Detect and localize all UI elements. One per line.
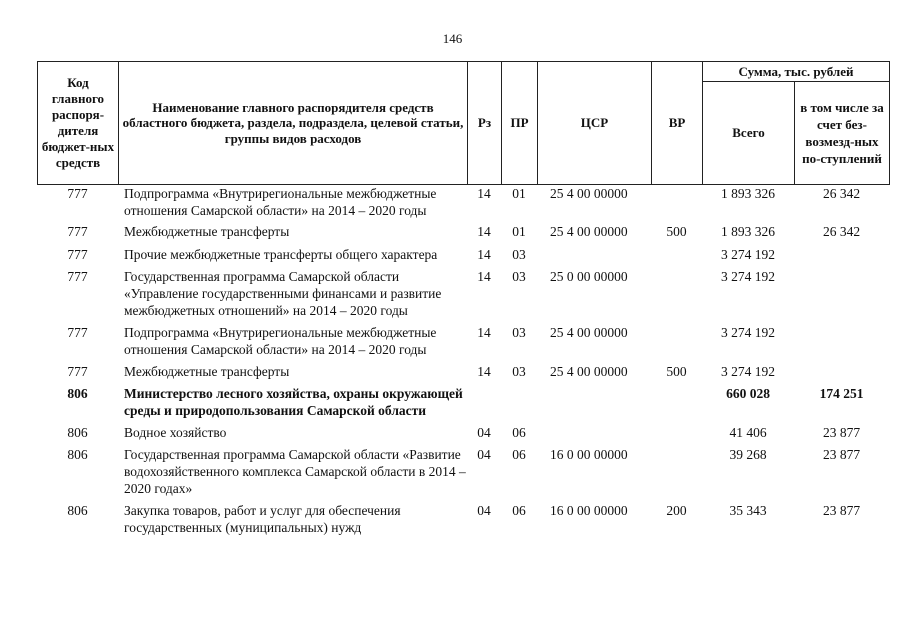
row-total: 3 274 192 [721, 247, 775, 262]
row-total: 41 406 [729, 425, 767, 440]
row-pr: 03 [512, 269, 526, 284]
row-csr: 25 0 00 00000 [550, 269, 628, 284]
row-pr: 06 [512, 447, 526, 462]
row-total: 3 274 192 [721, 269, 775, 284]
budget-table [37, 185, 889, 541]
row-name: Государственная программа Самарской области «Развитие водохозяйственного комплекса Самарской области в 2014 – 2020 годах» [124, 447, 466, 496]
row-csr: 25 4 00 00000 [550, 224, 628, 239]
row-free: 23 877 [822, 425, 861, 440]
row-code: 777 [67, 364, 88, 379]
row-rz: 14 [477, 247, 491, 262]
row-total: 39 268 [729, 447, 767, 462]
header-free: в том числе за счет без-возмезд-ных по-ступлений [795, 82, 890, 185]
row-rz: 04 [477, 425, 491, 440]
table-row [37, 385, 889, 424]
header-sum-group: Сумма, тыс. рублей [703, 62, 890, 82]
row-vr [651, 246, 702, 268]
table-row [37, 268, 889, 324]
row-rz: 14 [477, 224, 491, 239]
header-total: Всего [703, 82, 795, 185]
row-code: 777 [67, 325, 88, 340]
row-rz: 14 [477, 364, 491, 379]
row-csr [537, 385, 651, 424]
header-pr: ПР [502, 62, 538, 185]
page-number: 146 [442, 31, 463, 46]
table-row [37, 502, 889, 541]
row-free: 174 251 [819, 386, 864, 401]
row-rz: 04 [477, 503, 491, 518]
row-pr: 06 [512, 503, 526, 518]
row-rz: 04 [477, 447, 491, 462]
row-csr [537, 424, 651, 446]
row-vr [651, 324, 702, 363]
row-code: 806 [67, 425, 88, 440]
row-vr [651, 385, 702, 424]
row-code: 777 [67, 269, 88, 284]
table-row [37, 424, 889, 446]
row-code: 777 [67, 247, 88, 262]
row-csr: 16 0 00 00000 [550, 503, 628, 518]
row-name: Государственная программа Самарской области «Управление государственными финансами и развитие межбюджетных отношений» на 2014 – 2020 годы [124, 269, 442, 318]
row-pr: 03 [512, 247, 526, 262]
row-total: 3 274 192 [721, 364, 775, 379]
row-name: Прочие межбюджетные трансферты общего характера [124, 247, 438, 262]
row-total: 1 893 326 [721, 224, 775, 239]
row-csr: 25 4 00 00000 [550, 186, 628, 201]
header-rz: Рз [468, 62, 502, 185]
table-body [37, 185, 889, 541]
header-code: Код главного распоря-дителя бюджет-ных средств [38, 62, 119, 185]
header-vr: ВР [652, 62, 703, 185]
row-total: 660 028 [726, 386, 770, 401]
table-row [37, 446, 889, 502]
row-vr [651, 268, 702, 324]
row-pr: 06 [512, 425, 526, 440]
header-name: Наименование главного распорядителя средств областного бюджета, раздела, подраздела, целевой статьи, группы видов расходов [119, 62, 468, 185]
row-pr: 01 [512, 224, 526, 239]
row-vr [651, 185, 702, 223]
row-name: Межбюджетные трансферты [124, 364, 290, 379]
table-row [37, 363, 889, 385]
row-free: 26 342 [822, 224, 861, 239]
row-vr: 500 [666, 364, 687, 379]
row-code: 777 [67, 186, 88, 201]
row-code: 806 [67, 503, 88, 518]
row-free [794, 324, 889, 363]
row-rz: 14 [477, 325, 491, 340]
row-free: 23 877 [822, 447, 861, 462]
table-row [37, 324, 889, 363]
row-rz [467, 385, 501, 424]
row-free [794, 246, 889, 268]
row-total: 1 893 326 [721, 186, 775, 201]
row-csr: 25 4 00 00000 [550, 364, 628, 379]
row-name: Межбюджетные трансферты [124, 224, 290, 239]
row-name: Закупка товаров, работ и услуг для обеспечения государственных (муниципальных) нужд [124, 503, 401, 535]
row-free: 23 877 [822, 503, 861, 518]
table-row [37, 246, 889, 268]
row-free [794, 268, 889, 324]
header-csr: ЦСР [538, 62, 652, 185]
row-pr: 01 [512, 186, 526, 201]
row-pr: 03 [512, 364, 526, 379]
table-row [37, 223, 889, 246]
table-header [37, 61, 890, 185]
row-free [794, 363, 889, 385]
row-rz: 14 [477, 269, 491, 284]
row-csr: 16 0 00 00000 [550, 447, 628, 462]
row-name: Министерство лесного хозяйства, охраны окружающей среды и природопользования Самарской области [124, 386, 463, 418]
row-vr: 500 [666, 224, 687, 239]
row-total: 3 274 192 [721, 325, 775, 340]
row-csr [537, 246, 651, 268]
row-name: Водное хозяйство [124, 425, 227, 440]
row-csr: 25 4 00 00000 [550, 325, 628, 340]
row-pr: 03 [512, 325, 526, 340]
row-name: Подпрограмма «Внутрирегиональные межбюджетные отношения Самарской области» на 2014 – 2020 годы [124, 325, 437, 357]
row-rz: 14 [477, 186, 491, 201]
row-pr [501, 385, 537, 424]
table-row [37, 185, 889, 223]
row-code: 777 [67, 224, 88, 239]
row-code: 806 [67, 386, 88, 401]
row-vr [651, 424, 702, 446]
row-vr [651, 446, 702, 502]
row-code: 806 [67, 447, 88, 462]
row-name: Подпрограмма «Внутрирегиональные межбюджетные отношения Самарской области» на 2014 – 2020 годы [124, 186, 437, 218]
row-free: 26 342 [822, 186, 861, 201]
row-total: 35 343 [729, 503, 767, 518]
row-vr: 200 [666, 503, 687, 518]
